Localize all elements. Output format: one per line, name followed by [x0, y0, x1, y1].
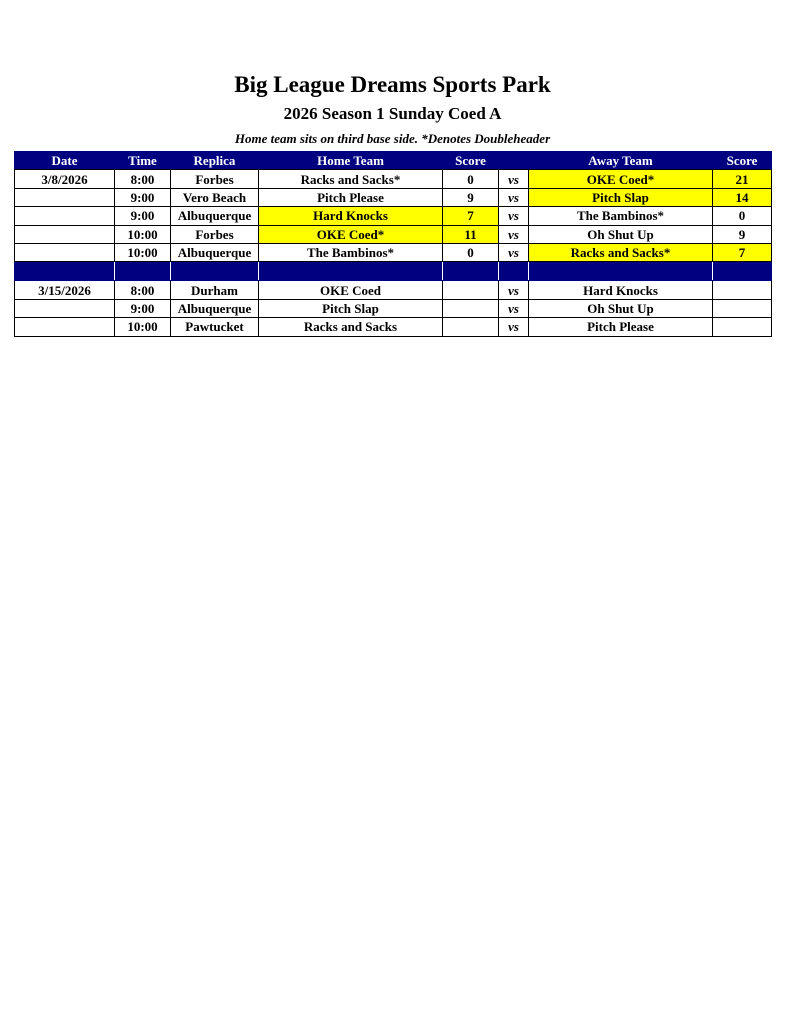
time-cell: 8:00: [115, 281, 171, 299]
schedule-note: Home team sits on third base side. *Denotes Doubleheader: [234, 131, 551, 146]
table-row: [15, 207, 772, 225]
away-team-cell: Oh Shut Up: [529, 299, 713, 317]
schedule-body: [15, 170, 772, 336]
date-cell: [15, 299, 115, 317]
table-row: [15, 243, 772, 261]
replica-cell: Durham: [171, 281, 259, 299]
home-score-cell: 0: [443, 243, 499, 261]
date-cell: 3/8/2026: [15, 170, 115, 188]
col-header-vs: [499, 152, 529, 170]
separator-cell: [115, 262, 171, 281]
separator-cell: [529, 262, 713, 281]
replica-cell: Albuquerque: [171, 243, 259, 261]
page-subtitle: 2026 Season 1 Sunday Coed A: [283, 104, 502, 123]
time-cell: 9:00: [115, 188, 171, 206]
time-cell: 10:00: [115, 225, 171, 243]
home-team-cell: Racks and Sacks: [259, 318, 443, 336]
replica-cell: Forbes: [171, 225, 259, 243]
away-score-cell: 7: [713, 243, 772, 261]
week-separator-row: [15, 262, 772, 281]
date-cell: [15, 225, 115, 243]
table-row: [15, 225, 772, 243]
date-cell: [15, 318, 115, 336]
away-score-cell: [713, 299, 772, 317]
vs-cell: vs: [499, 225, 529, 243]
away-score-cell: 0: [713, 207, 772, 225]
vs-cell: vs: [499, 299, 529, 317]
away-team-cell: The Bambinos*: [529, 207, 713, 225]
away-score-cell: [713, 318, 772, 336]
home-team-cell: The Bambinos*: [259, 243, 443, 261]
separator-cell: [499, 262, 529, 281]
away-team-cell: Racks and Sacks*: [529, 243, 713, 261]
replica-cell: Albuquerque: [171, 207, 259, 225]
table-row: [15, 188, 772, 206]
schedule-table: [14, 151, 772, 337]
vs-cell: vs: [499, 281, 529, 299]
time-cell: 8:00: [115, 170, 171, 188]
col-header-replica: Replica: [171, 152, 259, 170]
away-team-cell: OKE Coed*: [529, 170, 713, 188]
away-score-cell: 14: [713, 188, 772, 206]
home-team-cell: OKE Coed: [259, 281, 443, 299]
replica-cell: Forbes: [171, 170, 259, 188]
vs-cell: vs: [499, 243, 529, 261]
col-header-home-score: Score: [443, 152, 499, 170]
col-header-time: Time: [115, 152, 171, 170]
home-score-cell: [443, 318, 499, 336]
home-score-cell: 0: [443, 170, 499, 188]
away-team-cell: Pitch Please: [529, 318, 713, 336]
date-cell: [15, 207, 115, 225]
vs-cell: vs: [499, 207, 529, 225]
home-score-cell: 11: [443, 225, 499, 243]
separator-cell: [15, 262, 115, 281]
header-row: [15, 152, 772, 170]
home-team-cell: OKE Coed*: [259, 225, 443, 243]
separator-cell: [443, 262, 499, 281]
home-score-cell: [443, 281, 499, 299]
away-team-cell: Oh Shut Up: [529, 225, 713, 243]
home-team-cell: Hard Knocks: [259, 207, 443, 225]
col-header-date: Date: [15, 152, 115, 170]
time-cell: 10:00: [115, 243, 171, 261]
home-score-cell: [443, 299, 499, 317]
away-team-cell: Hard Knocks: [529, 281, 713, 299]
page-title: Big League Dreams Sports Park: [234, 72, 551, 97]
col-header-home-team: Home Team: [259, 152, 443, 170]
table-row: [15, 170, 772, 188]
home-team-cell: Pitch Slap: [259, 299, 443, 317]
table-row: [15, 299, 772, 317]
time-cell: 9:00: [115, 299, 171, 317]
table-row: [15, 281, 772, 299]
replica-cell: Pawtucket: [171, 318, 259, 336]
separator-cell: [171, 262, 259, 281]
away-score-cell: [713, 281, 772, 299]
date-cell: 3/15/2026: [15, 281, 115, 299]
away-score-cell: 21: [713, 170, 772, 188]
col-header-away-score: Score: [713, 152, 772, 170]
replica-cell: Vero Beach: [171, 188, 259, 206]
date-cell: [15, 243, 115, 261]
vs-cell: vs: [499, 318, 529, 336]
separator-cell: [259, 262, 443, 281]
separator-cell: [713, 262, 772, 281]
col-header-away-team: Away Team: [529, 152, 713, 170]
time-cell: 9:00: [115, 207, 171, 225]
vs-cell: vs: [499, 170, 529, 188]
home-team-cell: Racks and Sacks*: [259, 170, 443, 188]
table-row: [15, 318, 772, 336]
time-cell: 10:00: [115, 318, 171, 336]
away-score-cell: 9: [713, 225, 772, 243]
replica-cell: Albuquerque: [171, 299, 259, 317]
date-cell: [15, 188, 115, 206]
vs-cell: vs: [499, 188, 529, 206]
home-team-cell: Pitch Please: [259, 188, 443, 206]
away-team-cell: Pitch Slap: [529, 188, 713, 206]
home-score-cell: 7: [443, 207, 499, 225]
home-score-cell: 9: [443, 188, 499, 206]
